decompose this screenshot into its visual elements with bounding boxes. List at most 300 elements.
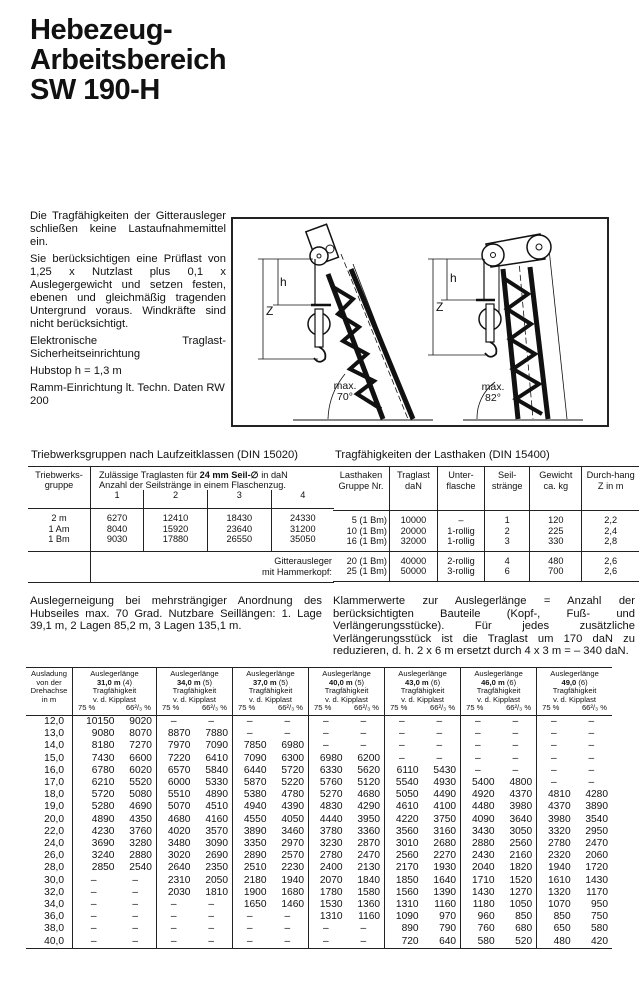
capacity-cell: 2680 [433, 838, 457, 849]
capacity-cell: – [461, 753, 499, 765]
capacity-cell: 5430 [433, 764, 457, 776]
title-line-1: Hebezeug- [30, 14, 173, 46]
capacity-cell: 2040 [461, 862, 499, 874]
label-z-left: Z [266, 304, 274, 318]
capacity-cell: 580 [461, 936, 499, 949]
table-row [26, 777, 612, 789]
radius-cell: 12,0 [44, 715, 64, 727]
capacity-cell: – [436, 728, 443, 740]
capacity-cell: 3980 [537, 814, 575, 826]
capacity-cell: 4020 [156, 826, 194, 838]
capacity-cell: 6980 [281, 740, 305, 752]
capacity-cell: 1430 [461, 887, 499, 899]
capacity-cell: 3560 [385, 826, 423, 838]
capacity-cell: 1170 [586, 886, 608, 898]
table-row-group: 20 (1 Bm) 25 (1 Bm) 40000 50000 2-rollig 3-rollig 4 6 480 700 2,6 2,6 [333, 551, 639, 581]
capacity-cell: – [360, 740, 367, 752]
capacity-cell: 2690 [205, 850, 228, 862]
capacity-cell: 2850 [73, 862, 119, 874]
label-h-left: h [280, 275, 287, 289]
capacity-cell: 2890 [233, 850, 271, 862]
capacity-cell: 7090 [233, 753, 271, 765]
capacity-cell: 2430 [461, 850, 499, 862]
capacity-cell: 3320 [537, 826, 575, 838]
radius-cell: 19,0 [44, 801, 64, 813]
capacity-cell: 3570 [205, 825, 228, 837]
capacity-cell: 2470 [585, 838, 608, 849]
capacity-cell: 5280 [73, 801, 119, 813]
capacity-cell: – [284, 923, 291, 935]
capacity-cell: – [537, 715, 575, 728]
capacity-cell: 1090 [385, 911, 423, 923]
capacity-cell: 2880 [461, 838, 499, 850]
capacity-cell: 6210 [73, 777, 119, 789]
capacity-cell: 7270 [129, 740, 152, 752]
radius-header: Ausladung von der Drehachse in m [26, 668, 73, 716]
capacity-cell: 1580 [357, 886, 381, 898]
capacity-cell: 4830 [309, 801, 347, 813]
intro-text [30, 210, 226, 412]
capacity-cell: 1850 [385, 875, 423, 887]
capacity-cell: – [588, 752, 595, 764]
capacity-cell: 1390 [433, 886, 457, 898]
capacity-cell: 1720 [585, 862, 608, 874]
capacity-cell: 1710 [461, 875, 499, 887]
capacity-cell: 4800 [509, 776, 533, 788]
capacity-cell: – [461, 715, 499, 728]
table-row [26, 862, 612, 874]
capacity-cell: 5510 [156, 789, 194, 801]
radius-cell: 15,0 [44, 752, 64, 764]
capacity-cell: – [73, 936, 119, 949]
col-header-group: Triebwerks-gruppe [28, 467, 91, 509]
capacity-cell: 3020 [156, 850, 194, 862]
capacity-cell: 3890 [233, 826, 271, 838]
intro-paragraph: Die Tragfähigkeiten der Gitterausleger schließen keine Lastaufnahmemittel ein. [30, 210, 226, 248]
capacity-cell: 7850 [233, 740, 271, 752]
lasthaken-title: Tragfähigkeiten der Lasthaken (DIN 15400) [335, 449, 550, 461]
table-row: 2 m 1 Am 1 Bm 6270 8040 9030 12410 15920 17880 18430 23640 26550 24330 31200 35050 [28, 509, 334, 552]
capacity-cell: 520 [499, 936, 537, 949]
capacity-cell: 2160 [509, 850, 533, 862]
col-header: Gewicht ca. kg [530, 467, 582, 511]
capacity-cell: – [73, 911, 119, 923]
boom-length-header: Auslegerlänge 40,0 m (5) Tragfähigkeit v. d. Kipplast 75 % 66²/₃ % [309, 668, 385, 716]
capacity-cell: – [132, 923, 139, 935]
table-row-group: 5 (1 Bm) 10 (1 Bm) 16 (1 Bm) 10000 20000 32000 – 1-rollig 1-rollig 1 2 3 120 225 330 2,2 2,4 2,8 [333, 511, 639, 552]
capacity-cell: 5270 [309, 789, 347, 801]
capacity-cell: 7090 [205, 740, 228, 752]
capacity-cell: – [537, 765, 575, 777]
capacity-cell: – [309, 715, 347, 728]
capacity-cell: 2350 [205, 862, 228, 874]
capacity-cell: – [512, 740, 519, 752]
boom-length-header: Auslegerlänge 46,0 m (6) Tragfähigkeit v. d. Kipplast 75 % 66²/₃ % [461, 668, 537, 716]
capacity-cell: 10150 [73, 715, 119, 728]
capacity-cell: 3360 [357, 825, 381, 837]
label-z-right: Z [436, 300, 444, 314]
capacity-cell: 650 [537, 923, 575, 935]
capacity-cell: 7430 [73, 753, 119, 765]
capacity-cell: 580 [591, 923, 608, 935]
capacity-cell: 2060 [585, 850, 608, 862]
triebwerk-footer: Gitterausleger mit Hammerkopf: [262, 556, 332, 577]
radius-cell: 20,0 [44, 813, 64, 825]
capacity-cell: 3690 [73, 838, 119, 850]
capacity-cell: – [233, 911, 271, 923]
capacity-cell: 4890 [73, 814, 119, 826]
capacity-cell: – [156, 899, 194, 911]
capacity-cell: 4680 [156, 814, 194, 826]
radius-cell: 14,0 [44, 740, 64, 752]
capacity-cell: 2510 [233, 862, 271, 874]
capacity-cell: – [233, 715, 271, 728]
capacity-cell: – [132, 886, 139, 898]
table-row [26, 923, 612, 935]
capacity-cell: 4220 [385, 814, 423, 826]
radius-cell: 28,0 [44, 862, 64, 874]
capacity-cell: 2640 [156, 862, 194, 874]
radius-cell: 34,0 [44, 899, 64, 911]
capacity-cell: 6410 [205, 752, 228, 764]
intro-paragraph: Sie berücksichtigen eine Prüflast von 1,25 x Nutzlast plus 0,1 x Auslegergewicht und setzen festen, ebenen und gleichmäßig tragenden Untergrund voraus. Windkräfte sind nicht berücksichtigt. [30, 253, 226, 330]
capacity-cell: 2970 [281, 838, 305, 849]
capacity-cell: – [385, 728, 423, 740]
capacity-cell: – [284, 715, 291, 727]
capacity-cell: 420 [575, 936, 612, 949]
capacity-cell: 1610 [537, 875, 575, 887]
capacity-cell: 1640 [433, 874, 457, 886]
capacity-cell: 2180 [233, 875, 271, 887]
capacity-cell: 5720 [73, 789, 119, 801]
capacity-cell: 2050 [205, 874, 228, 886]
capacity-cell: 3760 [129, 825, 152, 837]
boom-length-header: Auslegerlänge 49,0 (6) Tragfähigkeit v. d. Kipplast 75 % 66²/₃ % [537, 668, 612, 716]
capacity-cell: 4930 [433, 776, 457, 788]
capacity-cell: 3780 [309, 826, 347, 838]
table-row [26, 765, 612, 777]
capacity-cell: 4940 [233, 801, 271, 813]
capacity-cell: 1680 [281, 886, 305, 898]
capacity-cell: – [271, 936, 309, 949]
table-row [26, 740, 612, 752]
radius-cell: 16,0 [44, 764, 64, 776]
capacity-cell: 720 [385, 936, 423, 949]
angle-label-82: max. 82° [481, 382, 505, 404]
table-row [26, 814, 612, 826]
capacity-cell: 6980 [309, 753, 347, 765]
radius-cell: 36,0 [44, 911, 64, 923]
capacity-cell: 4290 [357, 801, 381, 813]
capacity-cell: – [512, 728, 519, 740]
capacity-cell: 850 [515, 911, 533, 923]
capacity-cell: – [132, 899, 139, 911]
capacity-cell: 4390 [281, 801, 305, 813]
capacity-cell: – [588, 776, 595, 788]
capacity-cell: 1900 [233, 887, 271, 899]
capacity-cell: – [385, 753, 423, 765]
capacity-cell: – [118, 936, 156, 949]
col-header: Durch-hang Z in m [582, 467, 639, 511]
capacity-cell: 2030 [156, 887, 194, 899]
strand-2: 2 [144, 490, 208, 509]
capacity-cell: – [156, 715, 194, 728]
intro-paragraph: Hubstop h = 1,3 m [30, 365, 122, 377]
capacity-cell: 1560 [385, 887, 423, 899]
capacity-cell: – [461, 740, 499, 752]
page-title [30, 15, 226, 105]
capacity-cell: 4370 [537, 801, 575, 813]
strand-3: 3 [207, 490, 271, 509]
radius-cell: 17,0 [44, 776, 64, 788]
capacity-cell: 5720 [281, 764, 305, 776]
capacity-cell: – [588, 728, 595, 740]
capacity-cell: 4160 [205, 813, 228, 825]
intro-paragraph: Ramm-Einrichtung lt. Techn. Daten RW 200 [30, 382, 225, 407]
capacity-cell: 4610 [385, 801, 423, 813]
capacity-cell: 4920 [461, 789, 499, 801]
capacity-cell: 6200 [357, 752, 381, 764]
table-row [26, 728, 612, 740]
capacity-cell: – [233, 936, 271, 949]
capacity-cell: – [512, 752, 519, 764]
capacity-cell: 6300 [281, 752, 305, 764]
triebwerk-title: Triebwerksgruppen nach Laufzeitklassen (DIN 15020) [31, 449, 298, 461]
capacity-cell: – [537, 753, 575, 765]
capacity-cell: – [284, 911, 291, 923]
capacity-cell: 1050 [509, 899, 533, 911]
capacity-cell: 1460 [281, 899, 305, 911]
capacity-cell: 5520 [129, 776, 152, 788]
capacity-cell: 8070 [129, 728, 152, 740]
capacity-cell: – [156, 911, 194, 923]
capacity-cell: 1270 [509, 886, 533, 898]
capacity-cell: 1780 [309, 887, 347, 899]
radius-cell: 32,0 [44, 886, 64, 898]
table-row [26, 789, 612, 801]
capacity-cell: 2470 [357, 850, 381, 862]
capacity-cell: 1430 [585, 874, 608, 886]
radius-cell: 13,0 [44, 728, 64, 740]
capacity-cell: 9080 [73, 728, 119, 740]
table-row [26, 887, 612, 899]
capacity-cell: 3950 [357, 813, 381, 825]
capacity-cell: 4550 [233, 814, 271, 826]
capacity-cell: 3890 [585, 801, 608, 813]
table-row [26, 850, 612, 862]
capacity-cell: 5050 [385, 789, 423, 801]
capacity-cell: 1840 [357, 874, 381, 886]
capacity-cell: – [537, 740, 575, 752]
radius-cell: 18,0 [44, 789, 64, 801]
capacity-cell: 970 [439, 911, 457, 923]
capacity-cell: – [436, 740, 443, 752]
strand-4: 4 [271, 490, 334, 509]
capacity-cell: 3430 [461, 826, 499, 838]
title-line-2: Arbeitsbereich [30, 44, 227, 76]
capacity-cell: 2780 [309, 850, 347, 862]
capacity-cell: 6020 [129, 764, 152, 776]
capacity-cell: 480 [537, 936, 575, 949]
capacity-cell: – [436, 715, 443, 727]
col-header: Lasthaken Gruppe Nr. [338, 470, 384, 491]
capacity-cell: – [73, 875, 119, 887]
capacity-cell: 890 [385, 923, 423, 935]
capacity-cell: 4090 [461, 814, 499, 826]
capacity-cell: 2950 [585, 825, 608, 837]
crane-diagram [231, 217, 609, 427]
capacity-cell: – [73, 887, 119, 899]
capacity-cell: – [436, 752, 443, 764]
capacity-cell: 4280 [585, 789, 608, 801]
col-header-loads: Zulässige Traglasten für 24 mm Seil-∅ in daN Anzahl der Seilstränge in einem Flaschenzug. [99, 470, 288, 490]
capacity-cell: – [73, 899, 119, 911]
capacity-cell: – [385, 740, 423, 752]
capacity-cell: 2540 [129, 862, 152, 874]
capacity-cell: 950 [591, 899, 608, 911]
table-row [26, 899, 612, 911]
capacity-cell: – [385, 715, 423, 728]
capacity-cell: 3010 [385, 838, 423, 850]
capacity-cell: 4230 [73, 826, 119, 838]
capacity-cell: – [156, 923, 194, 935]
capacity-cell: – [512, 715, 519, 727]
capacity-cell: 5870 [233, 777, 271, 789]
capacity-cell: – [132, 911, 139, 923]
capacity-cell: 5080 [129, 789, 152, 801]
capacity-cell: 5400 [461, 777, 499, 789]
label-h-right: h [450, 271, 457, 285]
capacity-cell: 790 [439, 923, 457, 935]
capacity-cell: – [208, 911, 215, 923]
capacity-cell: 4680 [357, 789, 381, 801]
capacity-cell: 3750 [433, 813, 457, 825]
title-line-3: SW 190-H [30, 74, 160, 106]
table-row [26, 911, 612, 923]
capacity-cell: 6600 [129, 752, 152, 764]
capacity-cell: 960 [461, 911, 499, 923]
capacity-cell: 3540 [585, 813, 608, 825]
boom-length-header: Auslegerlänge 43,0 m (6) Tragfähigkeit v. d. Kipplast 75 % 66²/₃ % [385, 668, 461, 716]
capacity-cell: 2270 [433, 850, 457, 862]
capacity-cell: – [360, 715, 367, 727]
capacity-cell: 1160 [358, 911, 381, 923]
capacity-cell: – [156, 936, 194, 949]
capacity-cell: 3050 [509, 825, 533, 837]
capacity-cell: – [588, 740, 595, 752]
capacity-cell: 4480 [461, 801, 499, 813]
capacity-cell: 8870 [156, 728, 194, 740]
capacity-cell: – [73, 923, 119, 935]
table-row [26, 936, 612, 949]
boom-length-header: Auslegerlänge 34,0 m (5) Tragfähigkeit v. d. Kipplast 75 % 66²/₃ % [156, 668, 232, 716]
capacity-cell: 1520 [509, 874, 533, 886]
capacity-cell: 7880 [205, 728, 228, 740]
capacity-cell: 4440 [309, 814, 347, 826]
capacity-cell: 4490 [433, 789, 457, 801]
col-header: Traglast daN [390, 467, 438, 511]
capacity-cell: 5220 [281, 776, 305, 788]
capacity-cell: 3230 [309, 838, 347, 850]
capacity-cell: 2400 [309, 862, 347, 874]
capacity-cell: – [208, 715, 215, 727]
capacity-cell: – [208, 899, 215, 911]
note-bracket-values: Klammerwerte zur Auslegerlänge = Anzahl der berücksichtigten Bauteile (Kopf-, Fuß- und Verlängerungsstücke). Für jedes zusätzliche Verlängerungsstück ist die Traglast um 170 daN zu reduzieren, d. h. 2 x 6 m ersetzt durch 4 x 3 m = – 340 daN. [333, 595, 635, 658]
capacity-cell: – [360, 923, 367, 935]
capacity-cell: 1940 [281, 874, 305, 886]
table-row [26, 875, 612, 887]
capacity-cell: 2130 [357, 862, 381, 874]
capacity-cell: 2320 [537, 850, 575, 862]
capacity-cell: 1310 [309, 911, 347, 923]
capacity-cell: 1530 [309, 899, 347, 911]
capacity-cell: 2780 [537, 838, 575, 850]
capacity-cell: – [309, 728, 347, 740]
capacity-cell: – [537, 777, 575, 789]
capacity-cell: 2310 [156, 875, 194, 887]
capacity-cell: 1160 [434, 899, 457, 911]
capacity-cell: 3090 [205, 838, 228, 849]
capacity-cell: 3240 [73, 850, 119, 862]
capacity-cell: 3350 [233, 838, 271, 850]
lasthaken-table [333, 466, 639, 582]
capacity-cell: 5330 [205, 776, 228, 788]
capacity-cell: 1820 [509, 862, 533, 874]
capacity-cell: 4890 [205, 789, 228, 801]
capacity-cell: 1180 [461, 899, 499, 911]
radius-cell: 40,0 [26, 936, 73, 949]
capacity-cell: – [588, 715, 595, 727]
capacity-cell: – [309, 740, 347, 752]
angle-label-70: max. 70° [333, 381, 357, 403]
capacity-cell: 2230 [281, 862, 305, 874]
capacity-cell: 3980 [509, 801, 533, 813]
capacity-cell: 4100 [433, 801, 457, 813]
load-capacity-table [26, 667, 612, 949]
capacity-cell: 760 [461, 923, 499, 935]
capacity-cell: 3480 [156, 838, 194, 850]
capacity-cell: 7970 [156, 740, 194, 752]
capacity-cell: 1940 [537, 862, 575, 874]
capacity-cell: 4370 [509, 789, 533, 801]
capacity-cell: – [461, 765, 499, 777]
capacity-cell: 2070 [309, 875, 347, 887]
col-header: Seil-stränge [485, 467, 530, 511]
capacity-cell: 2570 [281, 850, 305, 862]
capacity-cell: 2870 [357, 838, 381, 849]
capacity-cell: – [233, 923, 271, 935]
capacity-cell: 1810 [205, 886, 228, 898]
capacity-cell: 4510 [205, 801, 228, 813]
capacity-cell: 1320 [537, 887, 575, 899]
capacity-cell: 4690 [129, 801, 152, 813]
radius-cell: 24,0 [44, 838, 64, 849]
table-row [26, 838, 612, 850]
capacity-cell: 5760 [309, 777, 347, 789]
capacity-cell: 3460 [281, 825, 305, 837]
capacity-cell: – [132, 874, 139, 886]
capacity-cell: 1650 [233, 899, 271, 911]
table-row [26, 715, 612, 728]
capacity-cell: 3640 [509, 813, 533, 825]
capacity-cell: 6440 [233, 765, 271, 777]
capacity-cell: 2880 [129, 850, 152, 862]
capacity-cell: 850 [537, 911, 575, 923]
capacity-cell: 6000 [156, 777, 194, 789]
capacity-cell: 4780 [281, 789, 305, 801]
table-row [26, 826, 612, 838]
capacity-cell: – [233, 728, 271, 740]
